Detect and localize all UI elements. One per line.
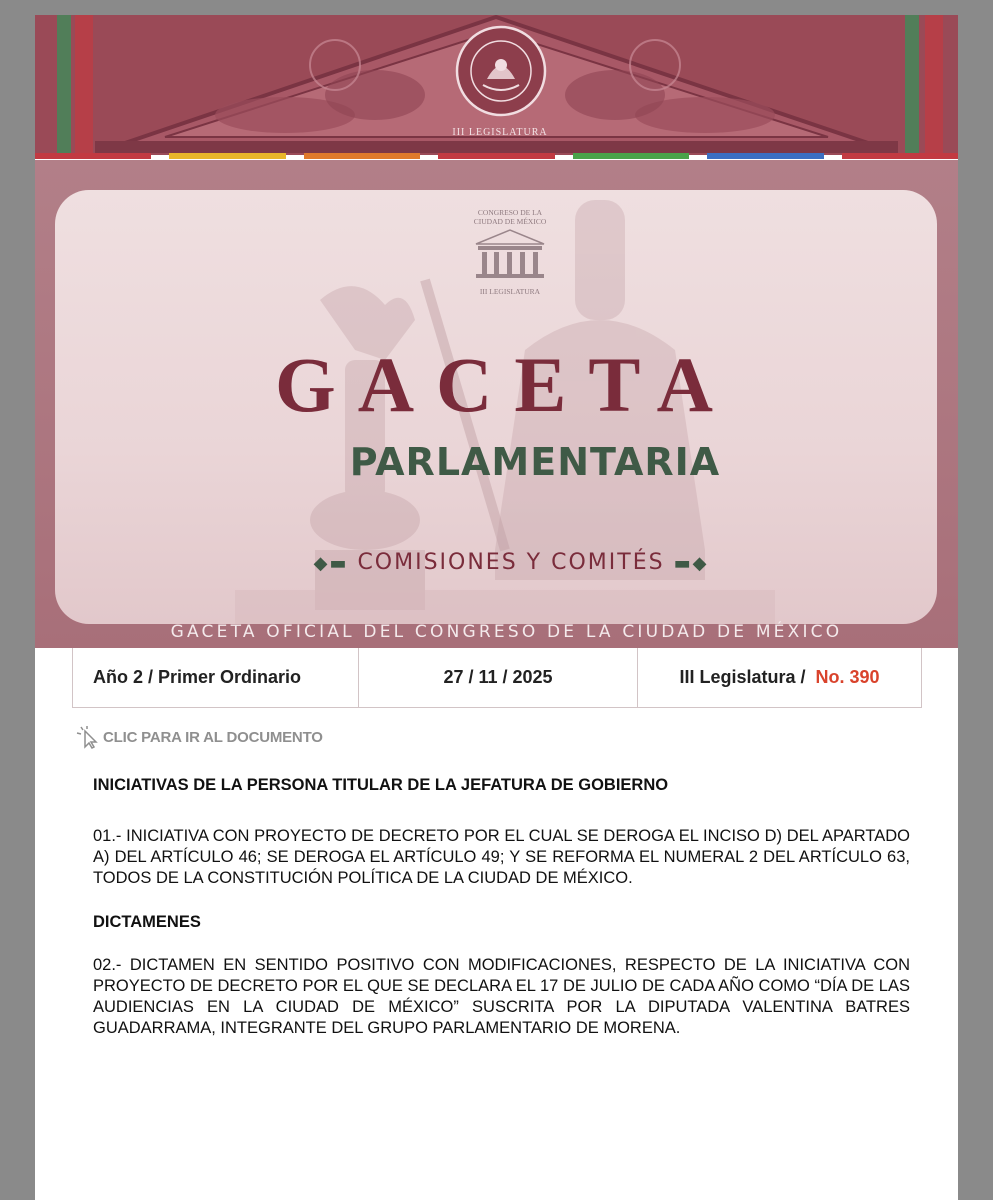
- cursor-click-icon: [75, 725, 101, 749]
- diamond-left-icon: ◆▬: [313, 553, 349, 574]
- building-banner: [35, 15, 958, 155]
- mini-logo-line3: III LEGISLATURA: [479, 287, 541, 296]
- issue-number: No. 390: [815, 667, 880, 687]
- legislatura-label: III Legislatura /: [679, 667, 806, 687]
- cover-card: [55, 190, 937, 624]
- list-item: 02.- DICTAMEN EN SENTIDO POSITIVO CON MODIFICACIONES, RESPECTO DE LA INICIATIVA CON PROYECTO DE DECRETO POR EL QUE SE DECLARA EL 17 DE JULIO DE CADA AÑO COMO “DÍA DE LAS AUDIENCIAS EN LA CIUDAD DE MÉXICO” SUSCRITA POR LA DIPUTADA VALENTINA BATRES GUADARRAMA, INTEGRANTE DEL GRUPO PARLAMENTARIO DE MORENA.: [93, 956, 910, 1037]
- legislatura-top-label: III LEGISLATURA: [452, 127, 548, 138]
- mini-logo-line2: CIUDAD DE MÉXICO: [473, 217, 547, 226]
- gaceta-contents: [93, 775, 910, 1039]
- period-cell: Año 2 / Primer Ordinario: [73, 648, 359, 707]
- legislatura-cell: [638, 648, 921, 707]
- diamond-right-icon: ▬◆: [673, 553, 709, 574]
- section-heading-dictamenes: DICTAMENES: [93, 913, 201, 931]
- section-title: [55, 550, 937, 575]
- mini-congreso-logo: [460, 208, 560, 296]
- date-cell: 27 / 11 / 2025: [359, 648, 638, 707]
- section-heading-iniciativas: INICIATIVAS DE LA PERSONA TITULAR DE LA JEFATURA DE GOBIERNO: [93, 776, 669, 794]
- gaceta-page: [35, 15, 958, 1200]
- parlamentaria-subtitle: PARLAMENTARIA: [349, 440, 721, 484]
- gaceta-oficial-banner: GACETA OFICIAL DEL CONGRESO DE LA CIUDAD DE MÉXICO: [170, 622, 843, 642]
- go-to-document-link[interactable]: [75, 725, 323, 749]
- congress-building-icon: [470, 226, 550, 282]
- color-stripe: [35, 153, 958, 159]
- issue-info-bar: [72, 648, 922, 708]
- mini-logo-line1: CONGRESO DE LA: [477, 208, 543, 217]
- list-item: 01.- INICIATIVA CON PROYECTO DE DECRETO POR EL CUAL SE DEROGA EL INCISO D) DEL APARTADO A) DEL ARTÍCULO 46; SE DEROGA EL ARTÍCULO 49; Y SE REFORMA EL NUMERAL 2 DEL ARTÍCULO 63, TODOS DE LA CONSTITUCIÓN POLÍTICA DE LA CIUDAD DE MÉXICO.: [93, 827, 910, 887]
- congreso-seal-icon: [453, 23, 549, 119]
- go-to-document-label[interactable]: CLIC PARA IR AL DOCUMENTO: [103, 728, 323, 746]
- gaceta-title: GACETA: [275, 341, 735, 428]
- gaceta-cover: [35, 160, 958, 648]
- section-label: COMISIONES Y COMITÉS: [357, 550, 665, 575]
